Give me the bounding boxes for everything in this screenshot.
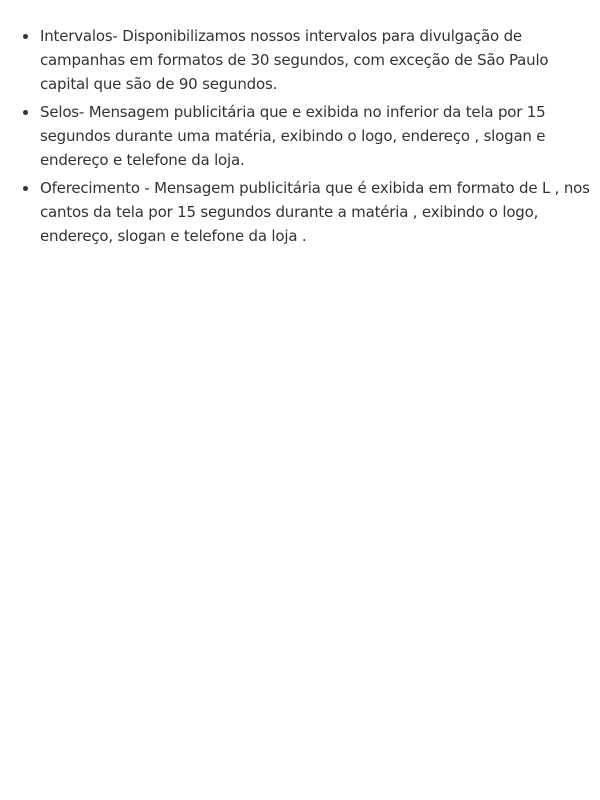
- list-item: [40, 176, 594, 248]
- list-item-text: Oferecimento - Mensagem publicitária que é exibida em formato de L , nos cantos da tela por 15 segundos durante a matéria , exibindo o logo, endereço, slogan e telefone da loja .: [40, 179, 590, 245]
- bullet-icon: [23, 34, 28, 39]
- bullet-icon: [23, 186, 28, 191]
- list-item-text: Selos- Mensagem publicitária que e exibida no inferior da tela por 15 segundos durante uma matéria, exibindo o logo, endereço , slogan e endereço e telefone da loja.: [40, 103, 546, 169]
- list-item: [40, 100, 594, 172]
- list-item: [40, 24, 594, 96]
- bullet-list: [0, 24, 600, 248]
- bullet-icon: [23, 110, 28, 115]
- list-item-text: Intervalos- Disponibilizamos nossos intervalos para divulgação de campanhas em formatos de 30 segundos, com exceção de São Paulo capital que são de 90 segundos.: [40, 27, 549, 93]
